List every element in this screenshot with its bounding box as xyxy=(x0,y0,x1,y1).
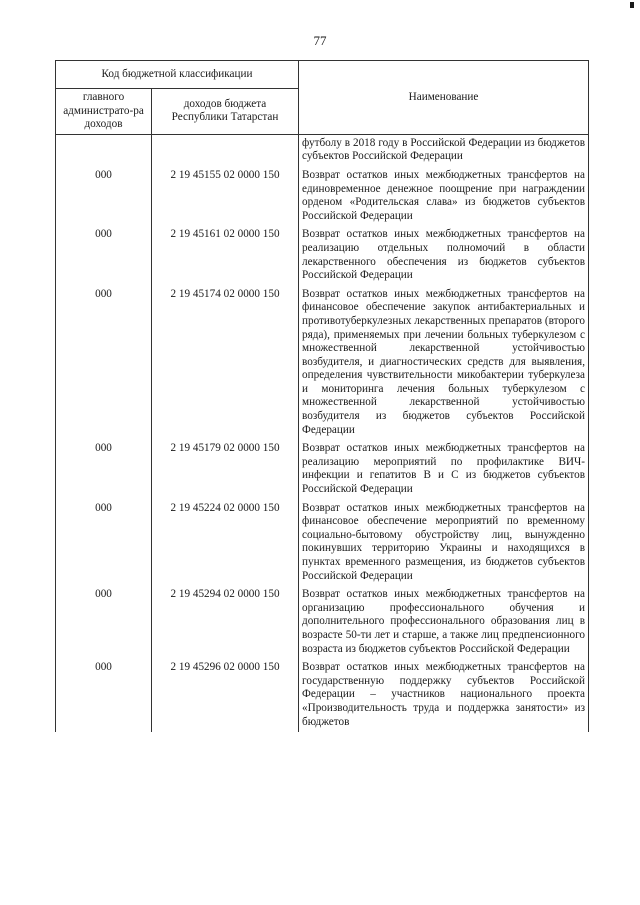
income-name: Возврат остатков иных межбюджетных трансфертов на финансовое обеспечение закупок антибактериальных и противотуберкулезных лекарственных препаратов (второго ряда), применяемых при лечении больных туберкулезом с множественной лекарственной устойчивостью возбудителя, и диагностических средств для выявления, определения чувствительности микобактерии туберкулеза и мониторинга лечения больных туберкулезом с множественной лекарственной устойчивостью возбудителя из бюджетов субъектов Российской Федерации xyxy=(299,286,589,441)
table-row xyxy=(56,659,589,732)
admin-code: 000 xyxy=(56,659,152,732)
page-number: 77 xyxy=(313,33,327,48)
income-name: Возврат остатков иных межбюджетных трансфертов на финансовое обеспечение мероприятий по временному социально-бытовому обустройству лиц, вынужденно покинувших территорию Украины и находящихся в пунктах временного размещения, из бюджетов субъектов Российской Федерации xyxy=(299,500,589,587)
scan-corner-mark xyxy=(630,2,634,8)
table-row xyxy=(56,586,589,659)
header-name: Наименование xyxy=(299,61,589,135)
admin-code: 000 xyxy=(56,440,152,499)
table-row xyxy=(56,167,589,226)
income-code: 2 19 45155 02 0000 150 xyxy=(152,167,299,226)
continuation-text: футболу в 2018 году в Российской Федерации из бюджетов субъектов Российской Федерации xyxy=(299,134,589,167)
income-name: Возврат остатков иных межбюджетных трансфертов на реализацию мероприятий по профилактике ВИЧ-инфекции и гепатитов B и C из бюджетов субъектов Российской Федерации xyxy=(299,440,589,499)
budget-classification-table xyxy=(55,60,589,732)
admin-code: 000 xyxy=(56,286,152,441)
header-budget-classification-code: Код бюджетной классификации xyxy=(56,61,299,89)
admin-code: 000 xyxy=(56,226,152,285)
income-code: 2 19 45296 02 0000 150 xyxy=(152,659,299,732)
admin-code: 000 xyxy=(56,167,152,226)
table-row xyxy=(56,500,589,587)
admin-code: 000 xyxy=(56,500,152,587)
income-code: 2 19 45174 02 0000 150 xyxy=(152,286,299,441)
header-income-code: доходов бюджета Республики Татарстан xyxy=(152,89,299,135)
table-row xyxy=(56,286,589,441)
table-row xyxy=(56,440,589,499)
income-code: 2 19 45224 02 0000 150 xyxy=(152,500,299,587)
income-name: Возврат остатков иных межбюджетных трансфертов на реализацию отдельных полномочий в области лекарственного обеспечения из бюджетов субъектов Российской Федерации xyxy=(299,226,589,285)
income-name: Возврат остатков иных межбюджетных трансфертов на государственную поддержку субъектов Российской Федерации – участников национального проекта «Производительность труда и поддержка занятости» из бюджетов xyxy=(299,659,589,732)
income-name: Возврат остатков иных межбюджетных трансфертов на организацию профессионального обучения и дополнительного профессионального образования лиц в возрасте 50-ти лет и старше, а также лиц предпенсионного возраста из бюджетов субъектов Российской Федерации xyxy=(299,586,589,659)
income-code: 2 19 45294 02 0000 150 xyxy=(152,586,299,659)
income-code: 2 19 45161 02 0000 150 xyxy=(152,226,299,285)
table-row xyxy=(56,226,589,285)
header-main-administrator: главного администрато-ра доходов xyxy=(56,89,152,135)
income-code: 2 19 45179 02 0000 150 xyxy=(152,440,299,499)
admin-code: 000 xyxy=(56,586,152,659)
continuation-row xyxy=(56,134,589,167)
income-name: Возврат остатков иных межбюджетных трансфертов на единовременное денежное поощрение при награждении орденом «Родительская слава» из бюджетов субъектов Российской Федерации xyxy=(299,167,589,226)
